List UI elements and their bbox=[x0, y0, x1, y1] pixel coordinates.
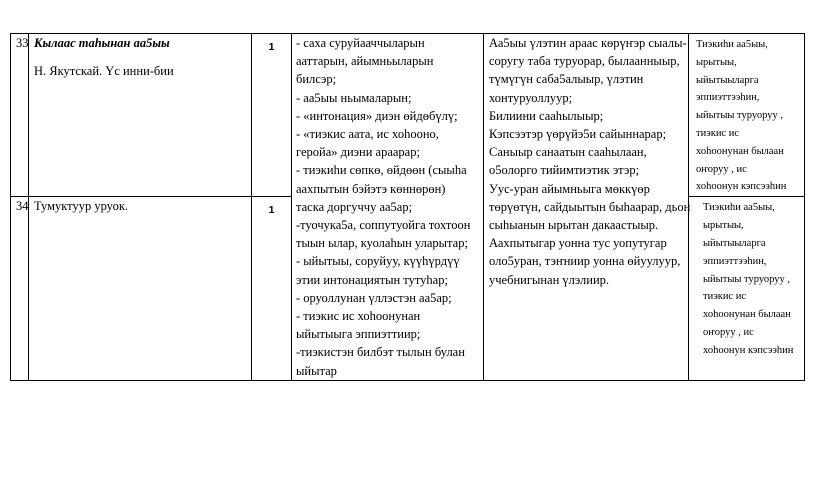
content-line: ыйытар bbox=[296, 363, 337, 378]
lesson-hours: 1 bbox=[268, 204, 275, 217]
lesson-result-cell bbox=[689, 197, 805, 380]
content-line: этии интонациятын тутуһар; bbox=[296, 272, 448, 287]
content-line: - тиэкиһи сөпкө, өйдөөн (сыыһа bbox=[296, 163, 467, 178]
content-line: -тиэкистэн билбэт тылын булан bbox=[296, 345, 465, 360]
result-line: хоһоонунан былаан bbox=[703, 309, 791, 321]
activity-line: Уус-уран айымньыга мөккүөр bbox=[489, 181, 650, 196]
content-line: - тиэкис ис хоһоонунан bbox=[296, 309, 421, 324]
lesson-result-list bbox=[703, 199, 804, 359]
content-line: - оруоллунан үллэстэн аа5ар; bbox=[296, 290, 452, 305]
result-line: ыйытыы туруоруу , bbox=[696, 110, 783, 122]
lesson-hours-cell bbox=[252, 34, 292, 197]
lesson-content-cell bbox=[292, 34, 484, 381]
table-row bbox=[11, 34, 805, 197]
result-line: эппиэттээһин, bbox=[703, 255, 767, 267]
result-line: оҥоруу , ис bbox=[703, 327, 754, 339]
lesson-activity-cell bbox=[484, 34, 689, 381]
content-line: -туочука5а, соппутуойга тохтоон bbox=[296, 218, 471, 233]
activity-line: төрүөтүн, сайдыытын быһаарар, дьон bbox=[489, 199, 691, 214]
activity-line: оло5уран, тэҥниир уонна өйуулуур, bbox=[489, 254, 681, 269]
result-line: хоһоонун кэпсээһин bbox=[696, 181, 787, 193]
lesson-hours: 1 bbox=[268, 41, 275, 53]
lesson-number: 33 bbox=[16, 36, 29, 50]
lesson-activity-list bbox=[489, 34, 691, 289]
lesson-number-cell bbox=[11, 197, 29, 380]
result-line: ыйытыы туруоруу , bbox=[703, 273, 790, 285]
activity-line: Аа5ыы үлэтин араас көрүҥэр сыалы- bbox=[489, 36, 687, 50]
activity-line: хонтуруоллуур; bbox=[489, 90, 573, 105]
lesson-result-cell bbox=[689, 34, 805, 197]
content-line: аахпытын бэйэтэ көннөрөн) bbox=[296, 181, 446, 196]
content-line: билсэр; bbox=[296, 72, 337, 87]
activity-line: Аахпытыгар уонна тус уопутугар bbox=[489, 236, 667, 251]
result-line: Тиэкиһи аа5ыы, bbox=[696, 39, 768, 50]
content-line: - саха суруйааччыларын bbox=[296, 36, 425, 50]
content-line: геройа» диэни араарар; bbox=[296, 145, 420, 160]
result-line: тиэкис ис bbox=[703, 291, 746, 303]
activity-line: соругу таба туруорар, былаанныыр, bbox=[489, 54, 680, 69]
lesson-content-list bbox=[296, 34, 483, 380]
content-line: - ыйытыы, соруйуу, күүһүрдүү bbox=[296, 254, 460, 269]
result-line: ырытыы, bbox=[703, 220, 744, 232]
activity-line: Кэпсээтэр үөрүйэ5и сайыннарар; bbox=[489, 127, 667, 142]
result-line: хоһоонунан былаан bbox=[696, 145, 784, 157]
content-line: таска доргуччу аа5ар; bbox=[296, 199, 413, 214]
lesson-result-list bbox=[696, 36, 804, 196]
result-line: ыйытыыларга bbox=[703, 238, 766, 250]
result-line: ыйытыыларга bbox=[696, 74, 759, 86]
result-line: тиэкис ис bbox=[696, 127, 739, 139]
lesson-number: 34 bbox=[16, 199, 29, 214]
content-line: тыын ылар, куолаһын уларытар; bbox=[296, 236, 468, 251]
activity-line: Билиини сааһылыыр; bbox=[489, 108, 604, 123]
content-line: ааттарын, айымньыларын bbox=[296, 54, 434, 69]
result-line: эппиэттээһин, bbox=[696, 92, 760, 104]
result-line: хоһоонун кэпсээһин bbox=[703, 344, 794, 356]
content-line: - аа5ыы ньымаларын; bbox=[296, 90, 412, 105]
content-line: ыйытыыга эппиэттиир; bbox=[296, 327, 421, 342]
result-line: оҥоруу , ис bbox=[696, 163, 747, 175]
lesson-topic-author: Н. Якутскай. Үс инни-бии bbox=[34, 64, 174, 79]
lesson-hours-cell bbox=[252, 197, 292, 380]
lesson-topic-title: Тумуктуур уруок. bbox=[34, 199, 129, 214]
lesson-topic-cell bbox=[29, 197, 252, 380]
lesson-topic-cell bbox=[29, 34, 252, 197]
activity-line: Саныыр санаатын сааһылаан, bbox=[489, 145, 647, 160]
lesson-number-cell bbox=[11, 34, 29, 197]
activity-line: сыһыанын ырытан дакаастыыр. bbox=[489, 218, 659, 233]
activity-line: түмүгүн саба5алыыр, үлэтин bbox=[489, 72, 644, 87]
activity-line: учебнигынан үлэлиир. bbox=[489, 272, 610, 287]
content-line: - «интонация» диэн өйдөбүлү; bbox=[296, 108, 458, 123]
result-line: Тиэкиһи аа5ыы, bbox=[703, 202, 775, 214]
content-line: - «тиэкис аата, ис хоһооно, bbox=[296, 127, 439, 142]
lesson-topic-title: Кылаас таһынан аа5ыы bbox=[34, 36, 170, 50]
result-line: ырытыы, bbox=[696, 56, 737, 68]
lesson-plan-table bbox=[10, 33, 805, 381]
activity-line: о5олорго тийимтиэтик этэр; bbox=[489, 163, 640, 178]
